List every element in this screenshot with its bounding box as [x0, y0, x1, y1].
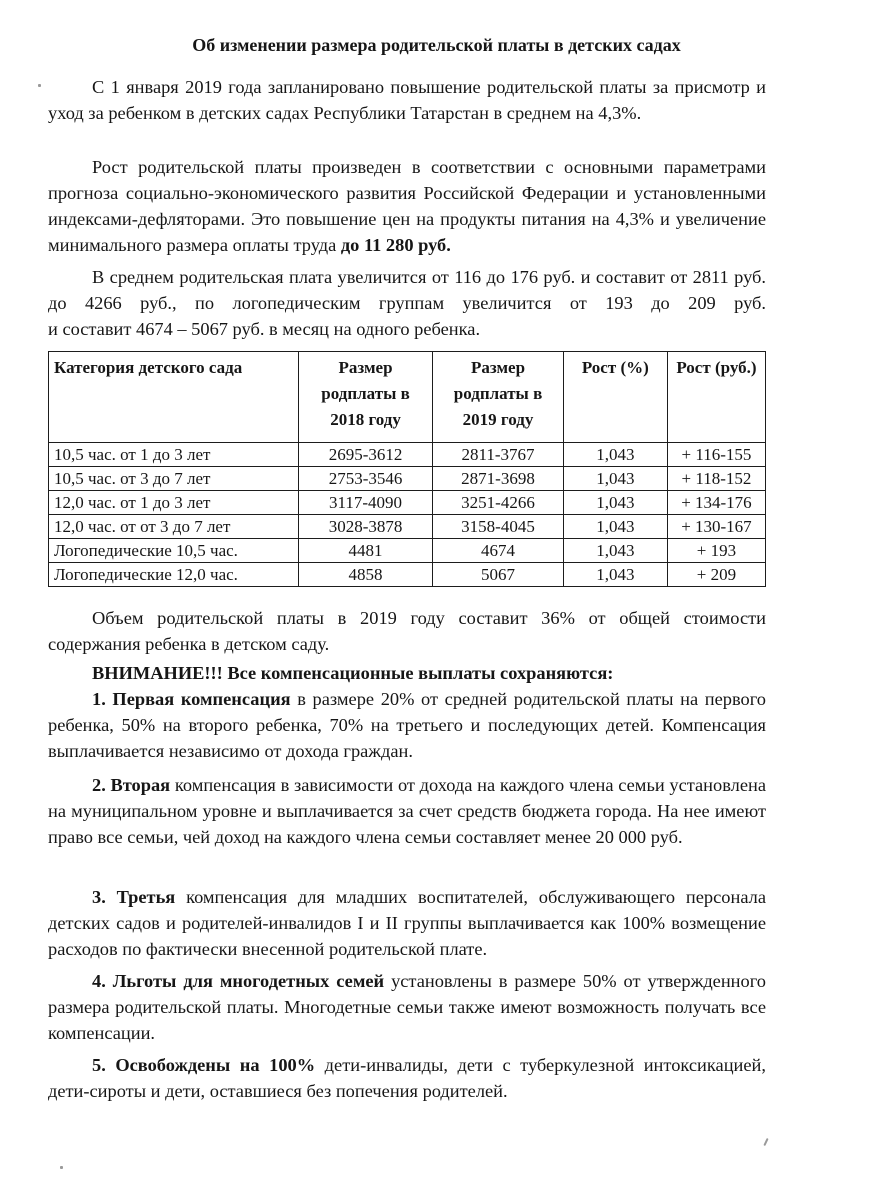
table-header-row [49, 352, 766, 443]
compensation-item-4 [48, 968, 766, 1046]
paragraph-average-text: В среднем родительская плата увеличится от 116 до 176 руб. и составит от 2811 руб. до 4266 руб., по логопедическим группам увеличится от 193 до 209 руб. [48, 267, 766, 313]
cell-fee-2019: 5067 [433, 563, 563, 587]
cell-category: Логопедические 12,0 час. [49, 563, 299, 587]
paragraph-growth [48, 154, 766, 258]
cell-fee-2018: 3028-3878 [298, 515, 433, 539]
fee-table [48, 351, 766, 587]
paragraph-growth-text: Рост родительской платы произведен в соответствии с основными параметрами прогноза социально-экономического развития Российской Федерации и установленными индексами-дефляторами. Это повышение цен на продукты питания на 4,3% и увеличение минимального размера оплаты труда [48, 157, 766, 255]
attention-heading [48, 660, 766, 686]
paragraph-intro: С 1 января 2019 года запланировано повышение родительской платы за присмотр и уход за ребенком в детских садах Республики Татарстан в среднем на 4,3%. [48, 77, 766, 123]
compensation-item-3-title: 3. Третья [92, 887, 176, 907]
cell-growth-percent: 1,043 [563, 539, 667, 563]
cell-fee-2019: 4674 [433, 539, 563, 563]
compensation-item-2-text: компенсация в зависимости от дохода на каждого члена семьи установлена на муниципальном уровне и выплачивается за счет средств бюджета города. На нее имеют право все семьи, чей доход на каждого члена семьи составляет менее 20 000 руб. [48, 775, 766, 847]
table-row [49, 563, 766, 587]
cell-fee-2018: 2753-3546 [298, 467, 433, 491]
table-row [49, 467, 766, 491]
compensation-item-2-title: 2. Вторая [92, 775, 171, 795]
cell-growth-rub: + 118-152 [667, 467, 765, 491]
cell-category: 10,5 час. от 3 до 7 лет [49, 467, 299, 491]
cell-category: 12,0 час. от 1 до 3 лет [49, 491, 299, 515]
paragraph-volume: Объем родительской платы в 2019 году составит 36% от общей стоимости содержания ребенка в детском саду. [48, 608, 766, 654]
compensation-item-3 [48, 884, 766, 962]
attention-heading-text: ВНИМАНИЕ!!! Все компенсационные выплаты сохраняются: [92, 663, 614, 683]
table-row [49, 443, 766, 467]
cell-category: 10,5 час. от 1 до 3 лет [49, 443, 299, 467]
paragraph-average-last: и составит 4674 – 5067 руб. в месяц на одного ребенка. [48, 319, 481, 339]
compensation-item-4-title: 4. Льготы для многодетных семей [92, 971, 385, 991]
table-row [49, 539, 766, 563]
header-category: Категория детского сада [49, 352, 299, 443]
table-row [49, 491, 766, 515]
cell-fee-2018: 4481 [298, 539, 433, 563]
cell-fee-2018: 4858 [298, 563, 433, 587]
cell-fee-2019: 2811-3767 [433, 443, 563, 467]
cell-fee-2018: 3117-4090 [298, 491, 433, 515]
cell-growth-percent: 1,043 [563, 467, 667, 491]
cell-growth-rub: + 193 [667, 539, 765, 563]
compensation-item-3-text: компенсация для младших воспитателей, обслуживающего персонала детских садов и родителей-инвалидов I и II группы выплачивается как 100% возмещение расходов по фактически внесенной родительской плате. [48, 887, 766, 959]
cell-growth-rub: + 130-167 [667, 515, 765, 539]
cell-category: 12,0 час. от от 3 до 7 лет [49, 515, 299, 539]
minimum-wage-value: до 11 280 руб. [340, 235, 451, 255]
cell-category: Логопедические 10,5 час. [49, 539, 299, 563]
document-title: Об изменении размера родительской платы в детских садах [192, 35, 681, 55]
header-growth-percent: Рост (%) [563, 352, 667, 443]
compensation-item-5 [48, 1052, 766, 1104]
compensation-item-5-title: 5. Освобождены на 100% [92, 1055, 316, 1075]
cell-growth-percent: 1,043 [563, 563, 667, 587]
cell-growth-rub: + 209 [667, 563, 765, 587]
compensation-item-1-text: в размере 20% от средней родительской платы на первого ребенка, 50% на второго ребенка, 70% на третьего и последующих детей. Компенсация выплачивается независимо от дохода граждан. [48, 689, 766, 761]
compensation-item-1-title: 1. Первая компенсация [92, 689, 291, 709]
cell-growth-percent: 1,043 [563, 443, 667, 467]
compensation-item-2 [48, 772, 766, 850]
cell-fee-2019: 3158-4045 [433, 515, 563, 539]
scan-speck [38, 84, 41, 87]
scan-speck [60, 1166, 63, 1169]
cell-fee-2019: 2871-3698 [433, 467, 563, 491]
header-growth-rub: Рост (руб.) [667, 352, 765, 443]
compensation-item-4-text: установлены в размере 50% от утвержденного размера родительской платы. Многодетные семьи также имеют возможность получать все компенсации. [48, 971, 766, 1043]
compensation-item-1 [48, 686, 766, 764]
cell-growth-percent: 1,043 [563, 491, 667, 515]
paragraph-average [48, 264, 766, 342]
header-fee-2019: Размер родплаты в 2019 году [433, 352, 563, 443]
cell-growth-rub: + 134-176 [667, 491, 765, 515]
scan-speck [763, 1138, 768, 1146]
table-row [49, 515, 766, 539]
cell-growth-percent: 1,043 [563, 515, 667, 539]
compensation-item-5-text: дети-инвалиды, дети с туберкулезной интоксикацией, дети-сироты и дети, оставшиеся без попечения родителей. [48, 1055, 766, 1101]
header-fee-2018: Размер родплаты в 2018 году [298, 352, 433, 443]
cell-growth-rub: + 116-155 [667, 443, 765, 467]
cell-fee-2018: 2695-3612 [298, 443, 433, 467]
cell-fee-2019: 3251-4266 [433, 491, 563, 515]
